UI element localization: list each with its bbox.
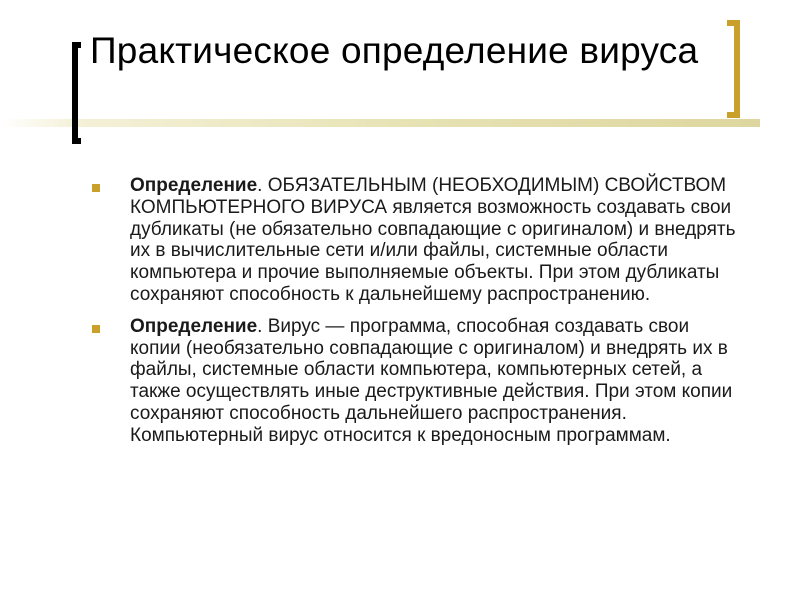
bullet-text bbox=[130, 316, 732, 446]
left-bracket-decoration bbox=[72, 42, 81, 144]
bullet-term: Определение bbox=[130, 315, 258, 337]
square-bullet-icon bbox=[92, 325, 100, 333]
square-bullet-icon bbox=[92, 184, 100, 192]
right-bracket-decoration bbox=[727, 20, 740, 118]
bullet-body: . Вирус — программа, способная создавать свои копии (необязательно совпадающие с оригиналом) и внедрять их в файлы, системные области компьютера, компьютерных сетей, а также осуществлять иные деструктивные действия. При этом копии сохраняют способность дальнейшего распространения. Компьютерный вирус относится к вредоносным программам. bbox=[130, 315, 733, 446]
bullet-list bbox=[92, 175, 742, 457]
bullet-body: . ОБЯЗАТЕЛЬНЫМ (НЕОБХОДИМЫМ) СВОЙСТВОМ КОМПЬЮТЕРНОГО ВИРУСА является возможность создавать свои дубликаты (не обязательно совпадающие с оригиналом) и внедрять их в вычислительные сети и/или файлы, системные области компьютера и прочие выполняемые объекты. При этом дубликаты сохраняют способность к дальнейшему распространению. bbox=[130, 175, 736, 305]
slide-title: Практическое определение вируса bbox=[90, 30, 699, 71]
bullet-item bbox=[92, 316, 742, 447]
bullet-term: Определение bbox=[130, 175, 258, 196]
bullet-item bbox=[92, 175, 742, 306]
bullet-text bbox=[130, 175, 736, 305]
title-underline-rule bbox=[0, 119, 760, 127]
